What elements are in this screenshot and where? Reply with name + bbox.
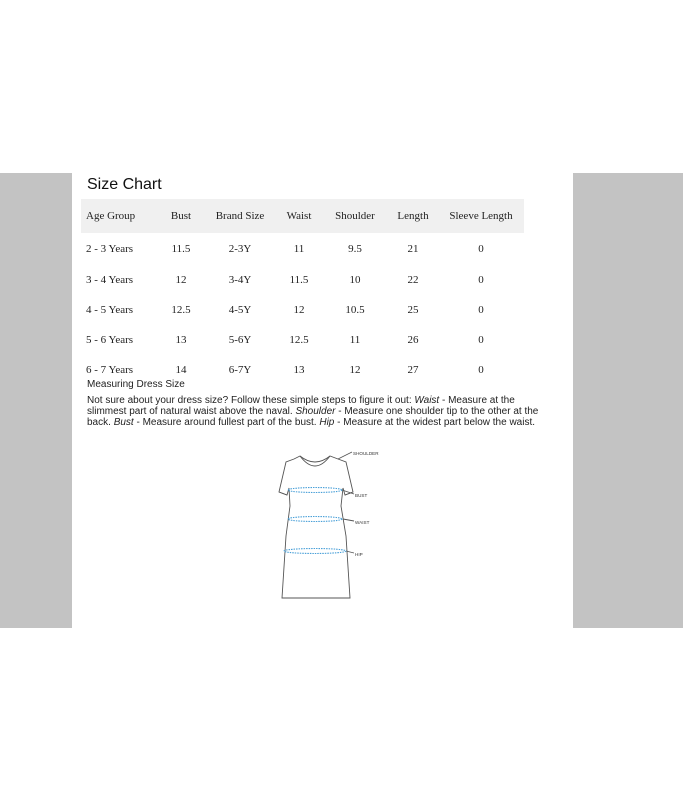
cell-sleeve-length: 0 xyxy=(478,274,484,286)
measure-lines xyxy=(284,488,346,554)
table-row xyxy=(81,233,524,265)
cell-age-group: 4 - 5 Years xyxy=(86,304,134,316)
cell-brand-size: 5-6Y xyxy=(228,334,252,346)
size-chart-title: Size Chart xyxy=(87,176,162,193)
shoulder-instruction: - Measure one shoulder tip to the other at the back. xyxy=(87,406,539,428)
header-waist: Waist xyxy=(286,210,312,222)
cell-brand-size: 2-3Y xyxy=(228,243,252,255)
cell-sleeve-length: 0 xyxy=(478,364,484,376)
cell-length: 26 xyxy=(407,334,419,346)
waist-measure-line xyxy=(288,517,342,522)
dress-measurement-diagram xyxy=(267,448,382,603)
cell-age-group: 5 - 6 Years xyxy=(86,334,134,346)
bust-measure-line xyxy=(288,488,342,493)
header-brand-size: Brand Size xyxy=(215,210,265,222)
cell-sleeve-length: 0 xyxy=(478,304,484,316)
cell-length: 25 xyxy=(407,304,419,316)
cell-bust: 11.5 xyxy=(171,243,191,255)
cell-waist: 12 xyxy=(293,304,305,316)
header-length: Length xyxy=(397,210,429,222)
hip-diagram-label: HIP xyxy=(355,552,363,557)
shoulder-label: Shoulder xyxy=(295,406,336,417)
hip-measure-line xyxy=(284,549,346,554)
waist-instruction: - Measure at the slimmest part of natural waist above the naval. xyxy=(87,395,515,417)
cell-waist: 12.5 xyxy=(289,334,309,346)
table-header-row xyxy=(81,199,524,233)
header-age-group: Age Group xyxy=(86,210,136,222)
cell-shoulder: 9.5 xyxy=(348,243,362,255)
measuring-intro: Not sure about your dress size? Follow these simple steps to figure it out: xyxy=(87,395,415,406)
dress-outline-icon xyxy=(279,452,354,598)
cell-length: 22 xyxy=(407,274,419,286)
left-gray-margin xyxy=(0,173,72,628)
cell-age-group: 2 - 3 Years xyxy=(86,243,134,255)
cell-waist: 13 xyxy=(293,364,305,376)
hip-label: Hip xyxy=(319,417,335,428)
header-shoulder: Shoulder xyxy=(335,210,375,222)
header-sleeve-length: Sleeve Length xyxy=(449,210,513,222)
header-bust: Bust xyxy=(170,210,192,222)
cell-brand-size: 6-7Y xyxy=(228,364,252,376)
size-chart-panel xyxy=(72,173,573,628)
cell-brand-size: 4-5Y xyxy=(228,304,252,316)
measuring-title: Measuring Dress Size xyxy=(87,379,185,390)
cell-age-group: 6 - 7 Years xyxy=(86,364,134,376)
cell-waist: 11 xyxy=(293,243,305,255)
hip-instruction: - Measure at the widest part below the waist. xyxy=(334,417,536,428)
table-row xyxy=(81,295,524,325)
cell-bust: 12 xyxy=(175,274,187,286)
cell-sleeve-length: 0 xyxy=(478,243,484,255)
cell-shoulder: 10 xyxy=(349,274,361,286)
cell-length: 27 xyxy=(407,364,419,376)
size-table xyxy=(81,199,524,385)
bust-label: Bust xyxy=(113,417,134,428)
measuring-instructions xyxy=(87,395,557,428)
cell-sleeve-length: 0 xyxy=(478,334,484,346)
cell-shoulder: 10.5 xyxy=(345,304,365,316)
bust-instruction: - Measure around fullest part of the bust. xyxy=(133,417,320,428)
cell-bust: 12.5 xyxy=(171,304,191,316)
waist-diagram-label: WAIST xyxy=(355,520,370,525)
cell-waist: 11.5 xyxy=(289,274,309,286)
waist-label: Waist xyxy=(414,395,440,406)
right-gray-margin xyxy=(573,173,683,628)
cell-shoulder: 12 xyxy=(349,364,361,376)
cell-shoulder: 11 xyxy=(349,334,361,346)
shoulder-diagram-label: SHOULDER xyxy=(353,451,379,456)
cell-bust: 13 xyxy=(175,334,187,346)
cell-length: 21 xyxy=(407,243,419,255)
table-row xyxy=(81,325,524,355)
cell-brand-size: 3-4Y xyxy=(228,274,252,286)
cell-age-group: 3 - 4 Years xyxy=(86,274,134,286)
table-row xyxy=(81,265,524,295)
bust-diagram-label: BUST xyxy=(355,493,368,498)
cell-bust: 14 xyxy=(175,364,187,376)
